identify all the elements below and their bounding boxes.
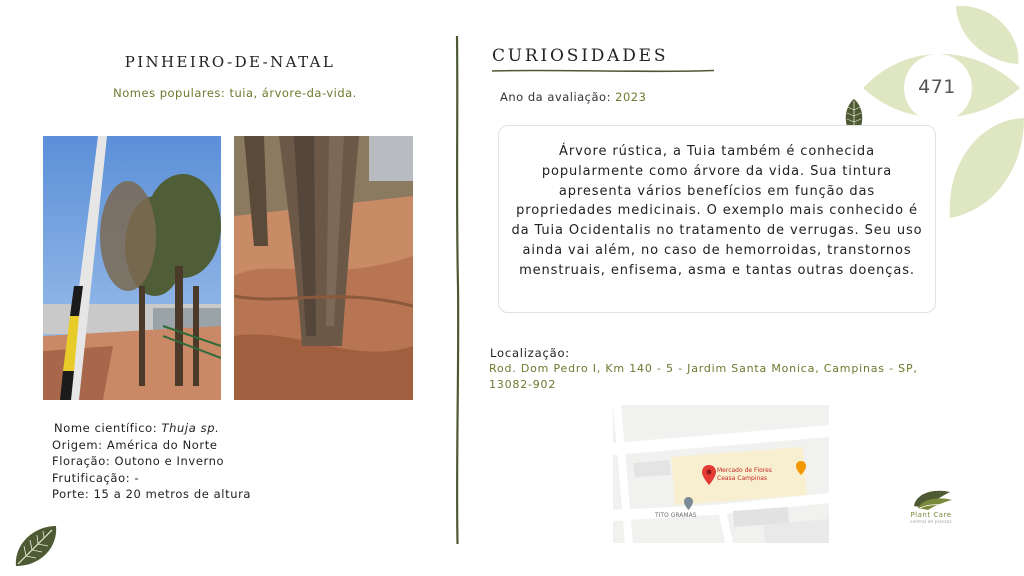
map-place-label: Mercado de Flores Ceasa Campinas: [717, 467, 772, 482]
title-underline: [492, 68, 714, 74]
logo-name: Plant Care: [910, 511, 952, 519]
vertical-divider: [455, 36, 460, 544]
page-title: PINHEIRO-DE-NATAL: [124, 53, 336, 71]
species-info: [52, 420, 251, 503]
logo-tagline: central de plantas: [910, 519, 952, 524]
scientific-name: Nome científico: Thuja sp.: [54, 421, 220, 435]
location-address: Rod. Dom Pedro I, Km 140 - 5 - Jardim Santa Monica, Campinas - SP, 13082-902: [489, 362, 918, 391]
map-pin-icon[interactable]: [702, 465, 716, 485]
secondary-pin-icon: [684, 497, 693, 510]
location-label: Localização:: [490, 346, 570, 360]
tree-photo-2: [234, 136, 413, 400]
page-number-badge: 471: [918, 76, 956, 98]
popular-names: Nomes populares: tuia, árvore-da-vida.: [113, 86, 357, 100]
section-title: CURIOSIDADES: [492, 46, 669, 66]
tree-photo-1: [43, 136, 221, 400]
evaluation-year: Ano da avaliação: 2023: [500, 90, 647, 104]
leaf-icon: [12, 522, 60, 570]
origin: Origem: América do Norte: [52, 437, 218, 452]
location-map[interactable]: [613, 405, 829, 543]
map-secondary-label: TITO GRAMAS: [655, 512, 697, 519]
flowering: Floração: Outono e Inverno: [52, 454, 225, 468]
curiosity-text: Árvore rústica, a Tuia também é conhecida popularmente como árvore da vida. Sua tintura apresenta vários benefícios em função das propriedades medicinais. O exemplo mais conhecido é da Tuia Ocidentalis no tratamento de verrugas. Seu uso ainda vai além, no caso de hemorroidas, transtornos menstruais, enfisema, asma e tantas outras doenças.: [511, 144, 923, 278]
food-pin-icon: [796, 461, 806, 475]
fruiting: Frutificação: -: [52, 470, 140, 485]
size: Porte: 15 a 20 metros de altura: [52, 487, 252, 501]
